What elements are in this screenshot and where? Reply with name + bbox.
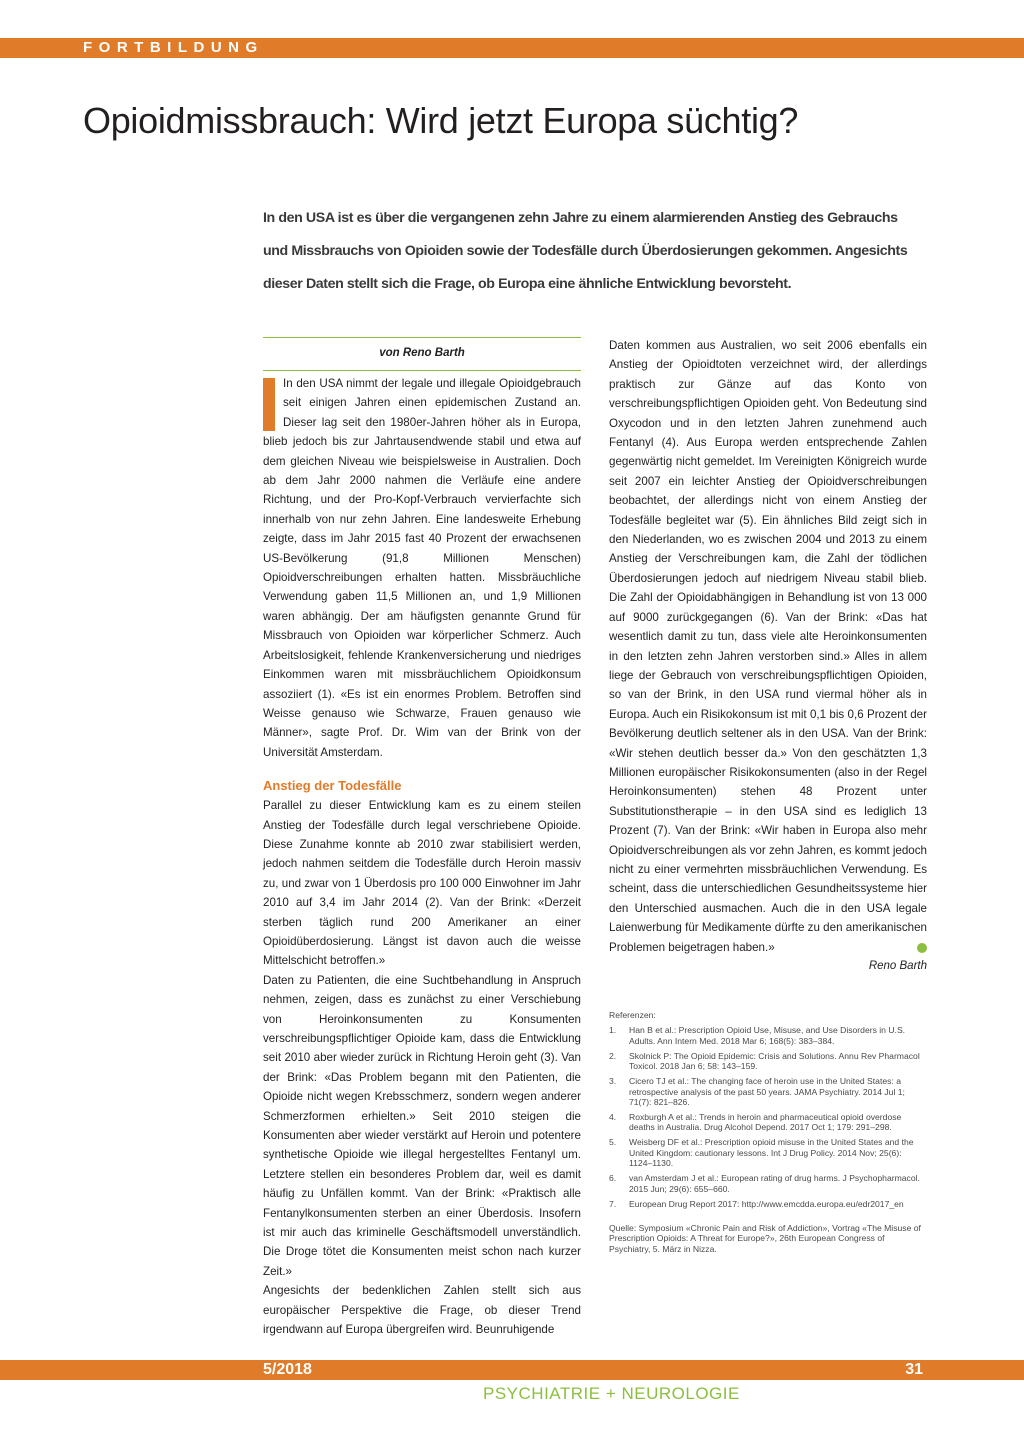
reference-number: 4. <box>609 1112 617 1123</box>
drop-cap-bar <box>263 378 275 431</box>
source-note: Quelle: Symposium «Chronic Pain and Risk of Addiction», Vortrag «The Misuse of Prescription Opioids: A Threat for Europe?», 26th European Congress of Psychiatry, 5. März in Nizza. <box>609 1223 921 1254</box>
reference-number: 7. <box>609 1198 617 1209</box>
byline-box <box>263 337 581 371</box>
reference-item <box>609 1112 927 1133</box>
reference-list <box>609 1025 927 1209</box>
subheading: Anstieg der Todesfälle <box>263 778 402 794</box>
paragraph-treatment: Daten zu Patienten, die eine Suchtbehandlung in Anspruch nehmen, zeigen, dass es zunächst zu einer Verschiebung von Heroinkonsumenten zu Konsumenten verschreibungspflichtiger Opioide kam, dass die Entwicklung seit 2010 aber wieder zurück in Richtung Heroin geht (3). Van der Brink: «Das Problem begann mit den Patienten, die Opioide nicht wegen Krebsschmerz, sondern wegen anderer Schmerzformen erhielten.» Seit 2010 steigen die Konsumenten aber wieder verstärkt auf Heroin und potentere synthetische Opioide wie illegal hergestelltes Fentanyl um. Letztere stellen ein besonderes Problem dar, weil es damit häufig zu Unfällen kommt. Van der Brink: «Praktisch alle Fentanylkonsumenten sterben an einer Überdosis. Insofern ist mir auch das kriminelle Geschäftsmodell unverständlich. Die Droge tötet die Konsumenten meist schon nach kurzer Zeit.» <box>263 973 581 1278</box>
reference-text: van Amsterdam J et al.: European rating of drug harms. J Psychopharmacol. 2015 Jun; 29(6): 655–660. <box>629 1173 920 1194</box>
paragraph-deaths: Parallel zu dieser Entwicklung kam es zu einem steilen Anstieg der Todesfälle durch legal verschriebene Opioide. Diese Zunahme konnte ab 2010 zwar stabilisiert werden, jedoch nahmen seitdem die Todesfälle durch Heroin massiv zu, und zwar von 1 Überdosis pro 100 000 Einwohner im Jahr 2010 auf 3,4 im Jahr 2014 (2). Van der Brink: «Derzeit sterben täglich rund 200 Amerikaner an einer Opioidüberdosierung. Längst ist davon auch die weisse Mittelschicht betroffen.» <box>263 799 581 968</box>
reference-text: Cicero TJ et al.: The changing face of heroin use in the United States: a retrospective analysis of the past 50 years. JAMA Psychiatry. 2014 Jul 1; 71(7): 821–826. <box>629 1076 905 1108</box>
reference-number: 3. <box>609 1076 617 1087</box>
paragraph-intro: In den USA nimmt der legale und illegale Opioidgebrauch seit einigen Jahren einen epidemischen Zustand an. Dieser lag seit den 1980er-Jahren höher als in Europa, blieb jedoch bis zur Jahrtausendwende stabil und etwa auf dem gleichen Niveau wie beispielsweise in Australien. Doch ab dem Jahr 2000 nahmen die Verläufe eine andere Richtung, und der Pro-Kopf-Verbrauch vervierfachte sich innerhalb von nur zehn Jahren. Eine landesweite Erhebung zeigte, dass im Jahr 2015 fast 40 Prozent der erwachsenen US-Bevölkerung (91,8 Millionen Menschen) Opioidverschreibungen erhalten hatten. Missbräuchliche Verwendung gaben 11,5 Millionen an, und 1,9 Millionen waren abhängig. Der am häufigsten genannte Grund für Missbrauch von Opioiden war körperlicher Schmerz. Auch Arbeitslosigkeit, fehlende Krankenversicherung und niedriges Einkommen waren mit missbräuchlichem Opioidkonsum assoziiert (1). «Es ist ein enormes Problem. Betroffen sind Weisse genauso wie Schwarze, Frauen genauso wie Männer», sagte Prof. Dr. Wim van der Brink von der Universität Amsterdam. <box>263 377 581 759</box>
byline: von Reno Barth <box>379 347 465 359</box>
reference-number: 2. <box>609 1050 617 1061</box>
article-title: Opioidmissbrauch: Wird jetzt Europa süchtig? <box>83 100 799 141</box>
paragraph-text: Daten kommen aus Australien, wo seit 2006 ebenfalls ein Anstieg der Opioidtoten verzeichnet wird, der allerdings praktisch zur Gänze auf das Konto von verschreibungspflichtigen Opioiden geht. Von Bedeutung sind Oxycodon und in den letzten Jahren zunehmend auch Fentanyl (4). Aus Europa werden entsprechende Zahlen gegenwärtig nicht gemeldet. Im Vereinigten Königreich wurde seit 2007 ein leichter Anstieg der Opioidverschreibungen beobachtet, der allerdings nicht von einem Anstieg der Todesfälle begleitet war (5). Ein ähnliches Bild zeigt sich in den Niederlanden, wo es zwischen 2004 und 2013 zu einem Anstieg der Verschreibungen kam, die Zahl der tödlichen Überdosierungen jedoch auf niedrigem Niveau stabil blieb. Die Zahl der Opioidabhängigen in Behandlung ist von 13 000 auf 9000 zurückgegangen (6). Van der Brink: «Das hat wesentlich damit zu tun, dass viele alte Heroinkonsumenten in den letzten zehn Jahren verstorben sind.» Alles in allem liege der Gebrauch von verschreibungspflichtigen Opioiden, so van der Brink, in den USA rund viermal höher als in Europa. Auch ein Risikokonsum ist mit 0,1 bis 0,6 Prozent der Bevölkerung deutlich seltener als in den USA. Van der Brink: «Wir stehen deutlich besser da.» Von den geschätzten 1,3 Millionen europäischer Risikokonsumenten (also in der Regel Heroinkonsumenten) stehen 48 Prozent unter Substitutionstherapie – in den USA sind es lediglich 13 Prozent (7). Van der Brink: «Wir haben in Europa also mehr Opioidverschreibungen als vor zehn Jahren, es kommt jedoch nicht zu einer vermehrten missbräuchlichen Verwendung. Es scheint, dass die unterschiedlichen Gesundheitssysteme hier den Unterschied ausmachen. Auch die in den USA legale Laienwerbung für Medikamente dürfte zu den amerikanischen Problemen beigetragen haben.» <box>609 339 927 954</box>
body-column-left <box>263 374 581 1340</box>
paragraph-australia-europe <box>609 336 927 957</box>
article-lead: In den USA ist es über die vergangenen zehn Jahre zu einem alarmierenden Anstieg des Gebrauchs und Missbrauchs von Opioiden sowie der Todesfälle durch Überdosierungen gekommen. Angesichts dieser Daten stellt sich die Frage, ob Europa eine ähnliche Entwicklung bevorsteht. <box>263 210 908 292</box>
reference-number: 1. <box>609 1025 617 1036</box>
section-label: FORTBILDUNG <box>83 39 264 56</box>
references <box>609 1010 927 1263</box>
page-number: 31 <box>905 1361 923 1378</box>
references-heading: Referenzen: <box>609 1010 656 1020</box>
reference-text: Han B et al.: Prescription Opioid Use, Misuse, and Use Disorders in U.S. Adults. Ann Intern Med. 2018 Mar 6; 168(5): 383–384. <box>629 1025 906 1046</box>
reference-item <box>609 1137 927 1168</box>
reference-text: Weisberg DF et al.: Prescription opioid misuse in the United States and the United Kingdom: cautionary lessons. Int J Drug Policy. 2014 Nov; 25(6): 1124–1130. <box>629 1137 914 1169</box>
reference-item <box>609 1025 927 1046</box>
reference-number: 5. <box>609 1137 617 1148</box>
reference-item <box>609 1076 927 1107</box>
reference-text: European Drug Report 2017: http://www.emcdda.europa.eu/edr2017_en <box>629 1198 904 1209</box>
reference-item <box>609 1199 927 1209</box>
reference-item <box>609 1173 927 1194</box>
reference-number: 6. <box>609 1173 617 1184</box>
reference-item <box>609 1051 927 1072</box>
footer-bar <box>0 1360 1024 1380</box>
body-column-right <box>609 336 927 976</box>
journal-name: PSYCHIATRIE + NEUROLOGIE <box>483 1384 740 1403</box>
paragraph-europe-question: Angesichts der bedenklichen Zahlen stellt sich aus europäischer Perspektive die Frage, ob dieser Trend irgendwann auf Europa übergreifen wird. Beunruhigende <box>263 1284 581 1337</box>
author-signature: Reno Barth <box>868 960 927 972</box>
reference-text: Skolnick P: The Opioid Epidemic: Crisis and Solutions. Annu Rev Pharmacol Toxicol. 2018 Jan 6; 58: 143–159. <box>629 1050 920 1072</box>
end-mark-icon <box>917 943 927 953</box>
reference-text: Roxburgh A et al.: Trends in heroin and pharmaceutical opioid overdose deaths in Australia. Drug Alcohol Depend. 2017 Oct 1; 179: 291–298. <box>629 1112 902 1133</box>
issue-number: 5/2018 <box>263 1361 312 1378</box>
